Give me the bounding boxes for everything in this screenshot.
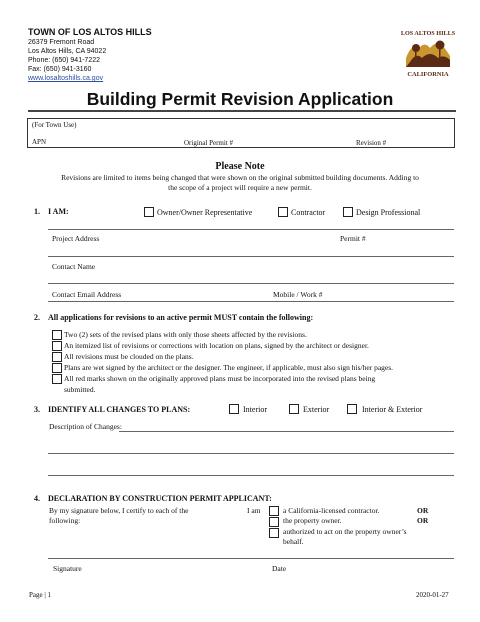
contact-email-label: Contact Email Address — [52, 290, 122, 299]
address-line-1: 26379 Fremont Road — [28, 39, 95, 46]
req-item-2: An itemized list of revisions or corrections with location on plans, signed by the architect or designer. — [64, 341, 369, 350]
interior-exterior-checkbox[interactable] — [347, 404, 357, 414]
project-address-label: Project Address — [52, 234, 100, 243]
section4-label: DECLARATION BY CONSTRUCTION PERMIT APPLICANT: — [48, 494, 272, 503]
req-checkbox-3[interactable] — [52, 352, 62, 362]
declaration-intro-2: following: — [49, 516, 81, 525]
website-link[interactable]: www.losaltoshills.ca.gov — [28, 75, 104, 82]
description-label: Description of Changes: — [49, 422, 122, 431]
contractor-option-label: Contractor — [291, 208, 326, 217]
permit-number-label: Permit # — [340, 234, 366, 243]
declaration-option-2: the property owner. — [283, 516, 342, 525]
design-professional-option-label: Design Professional — [356, 208, 421, 217]
section2-number: 2. — [34, 313, 40, 322]
section1-label: I AM: — [48, 207, 69, 216]
declaration-option-3: authorized to act on the property owner’s — [283, 527, 407, 536]
signature-label: Signature — [53, 564, 82, 573]
section3-number: 3. — [34, 405, 40, 414]
section3-label: IDENTIFY ALL CHANGES TO PLANS: — [48, 405, 191, 414]
contractor-declaration-checkbox[interactable] — [269, 506, 279, 516]
req-checkbox-5[interactable] — [52, 374, 62, 384]
signature-line[interactable] — [48, 558, 454, 559]
req-item-5-cont: submitted. — [64, 385, 96, 394]
revision-date: 2020-01-27 — [416, 591, 449, 599]
town-use-label: (For Town Use) — [32, 121, 77, 129]
description-line-1[interactable] — [119, 431, 454, 432]
row-line-1 — [48, 229, 454, 230]
logo-top-text: LOS ALTOS HILLS — [400, 30, 456, 37]
logo-bottom-text: CALIFORNIA — [407, 71, 449, 78]
description-line-3[interactable] — [48, 475, 454, 476]
declaration-option-1: a California-licensed contractor. — [283, 506, 380, 515]
declaration-intro-1: By my signature below, I certify to each of the — [49, 506, 189, 515]
revision-label: Revision # — [356, 139, 387, 147]
page-title: Building Permit Revision Application — [86, 89, 394, 109]
i-am-label: I am — [247, 506, 261, 515]
or-label-1: OR — [417, 506, 429, 515]
contact-name-label: Contact Name — [52, 262, 96, 271]
req-item-1: Two (2) sets of the revised plans with only those sheets affected by the revisions. — [64, 330, 307, 339]
title-rule — [28, 110, 456, 112]
original-permit-label: Original Permit # — [184, 139, 233, 147]
declaration-option-3-cont: behalf. — [283, 537, 304, 546]
section2-label: All applications for revisions to an active permit MUST contain the following: — [48, 313, 314, 322]
section4-number: 4. — [34, 494, 40, 503]
town-logo — [400, 28, 456, 78]
or-label-2: OR — [417, 516, 429, 525]
req-item-5: All red marks shown on the originally approved plans must be incorporated into the revised plans being — [64, 374, 376, 383]
authorized-declaration-checkbox[interactable] — [269, 528, 279, 538]
owner-declaration-checkbox[interactable] — [269, 517, 279, 527]
owner-option-label: Owner/Owner Representative — [157, 208, 253, 217]
apn-label: APN — [32, 138, 47, 146]
note-text — [30, 173, 450, 193]
req-checkbox-4[interactable] — [52, 363, 62, 373]
req-item-4: Plans are wet signed by the architect or the designer. The engineer, if applicable, must also sign his/her pages. — [64, 363, 394, 372]
exterior-option-label: Exterior — [303, 405, 330, 414]
req-item-3: All revisions must be clouded on the plans. — [64, 352, 194, 361]
phone: Phone: (650) 941-7222 — [28, 57, 100, 64]
req-checkbox-2[interactable] — [52, 341, 62, 351]
contractor-checkbox[interactable] — [278, 207, 288, 217]
contact-email-field[interactable] — [48, 301, 454, 302]
note-title: Please Note — [215, 161, 265, 172]
page-number: Page | 1 — [29, 591, 52, 599]
contact-name-field[interactable] — [48, 283, 454, 284]
owner-checkbox[interactable] — [144, 207, 154, 217]
address-line-2: Los Altos Hills, CA 94022 — [28, 48, 107, 55]
town-use-box — [27, 118, 455, 148]
project-address-field[interactable] — [48, 256, 454, 257]
exterior-checkbox[interactable] — [289, 404, 299, 414]
req-checkbox-1[interactable] — [52, 330, 62, 340]
org-name: TOWN OF LOS ALTOS HILLS — [28, 27, 152, 37]
description-line-2[interactable] — [48, 453, 454, 454]
section1-number: 1. — [34, 207, 40, 216]
mobile-work-label: Mobile / Work # — [273, 290, 323, 299]
design-professional-checkbox[interactable] — [343, 207, 353, 217]
note-line-2: the scope of a project will require a new permit. — [168, 183, 312, 192]
interior-checkbox[interactable] — [229, 404, 239, 414]
interior-exterior-option-label: Interior & Exterior — [362, 405, 423, 414]
interior-option-label: Interior — [243, 405, 267, 414]
fax: Fax: (650) 941-3160 — [28, 66, 92, 73]
note-line-1: Revisions are limited to items being changed that were shown on the original submitted building documents. Adding to — [61, 173, 419, 182]
date-label: Date — [272, 564, 287, 573]
